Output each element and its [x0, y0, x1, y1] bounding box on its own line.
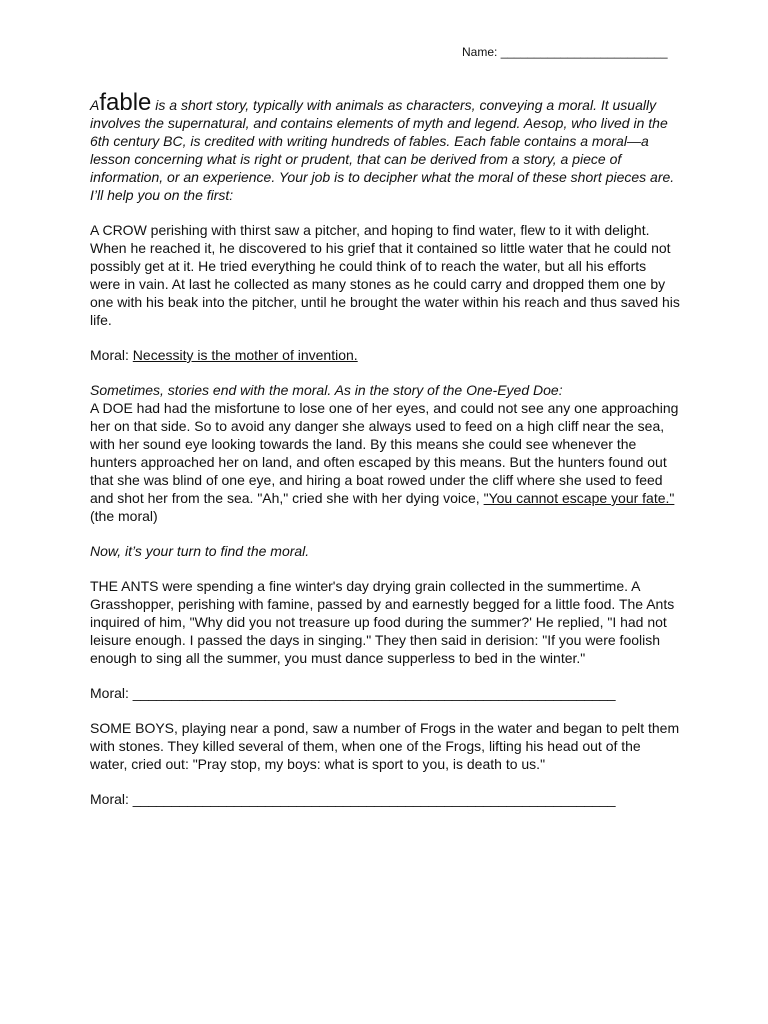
ants-moral-blank: ______________________________________________________________	[132, 685, 616, 701]
doe-fable	[90, 399, 680, 525]
intro-paragraph	[90, 89, 680, 204]
doe-moral-quote: "You cannot escape your fate."	[483, 490, 675, 506]
intro-lead: A	[90, 97, 100, 113]
worksheet-content	[90, 89, 680, 808]
boys-moral-label: Moral:	[90, 791, 133, 807]
ants-fable: THE ANTS were spending a fine winter's day drying grain collected in the summertime. A Grasshopper, perishing with famine, passed by and earnestly begged for a little food. The Ants inquired of him, "Why did you not treasure up food during the summer?' He replied, "I had not leisure enough. I passed the days in singing." They then said in derision: "If you were foolish enough to sing all the summer, you must dance supperless to bed in the winter."	[90, 578, 675, 666]
name-blank: _________________________	[500, 45, 668, 59]
doe-intro: Sometimes, stories end with the moral. As in the story of the One-Eyed Doe:	[90, 382, 563, 398]
name-label: Name:	[462, 45, 498, 59]
doe-fable-text: A DOE had had the misfortune to lose one of her eyes, and could not see any one approaching her on that side. So to avoid any danger she always used to feed on a high cliff near the sea, with her sound eye looking towards the land. By this means she could see whenever the hunters approached her on land, and often escaped by this means. But the hunters found out that she was blind of one eye, and hiring a boat rowed under the cliff where she used to feed and shot her from the sea. "Ah," cried she with her dying voice,	[90, 400, 679, 506]
boys-moral-blank: ______________________________________________________________	[132, 791, 616, 807]
crow-fable: A CROW perishing with thirst saw a pitcher, and hoping to find water, flew to it with delight. When he reached it, he discovered to his grief that it contained so little water that he could not possibly get at it. He tried everything he could think of to reach the water, but all his efforts were in vain. At last he collected as many stones as he could carry and dropped them one by one with his beak into the pitcher, until he brought the water within his reach and thus saved his life.	[90, 222, 680, 328]
ants-moral-label: Moral:	[90, 685, 133, 701]
name-field	[462, 44, 668, 60]
your-turn-prompt: Now, it’s your turn to find the moral.	[90, 543, 310, 559]
crow-moral-answer: Necessity is the mother of invention.	[132, 347, 358, 363]
crow-moral-label: Moral:	[90, 347, 133, 363]
intro-keyword: fable	[99, 89, 152, 116]
intro-text: is a short story, typically with animals as characters, conveying a moral. It usually involves the supernatural, and contains elements of myth and legend. Aesop, who lived in the 6th century BC, is credited with writing hundreds of fables. Each fable contains a moral—a lesson concerning what is right or prudent, that can be derived from a story, a piece of information, or an experience. Your job is to decipher what the moral of these short pieces are. I’ll help you on the first:	[90, 97, 675, 203]
ants-moral	[90, 684, 680, 702]
boys-fable: SOME BOYS, playing near a pond, saw a number of Frogs in the water and began to pelt them with stones. They killed several of them, when one of the Frogs, lifting his head out of the water, cried out: "Pray stop, my boys: what is sport to you, is death to us."	[90, 720, 680, 772]
crow-moral	[90, 346, 680, 364]
doe-moral-tail: (the moral)	[90, 508, 158, 524]
boys-moral	[90, 790, 680, 808]
